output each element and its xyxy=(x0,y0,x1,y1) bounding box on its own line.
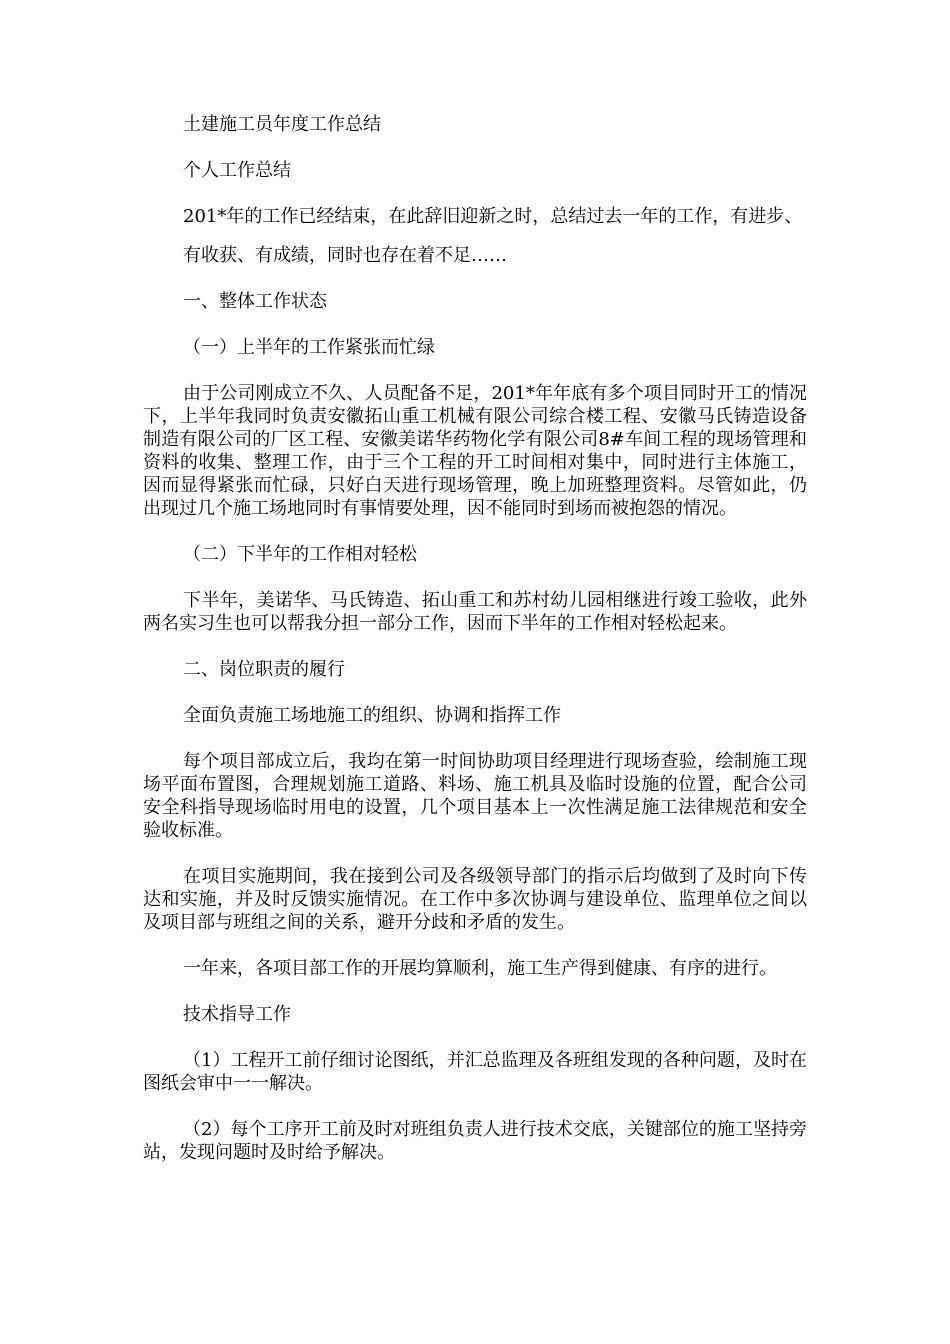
paragraph: （1）工程开工前仔细讨论图纸，并汇总监理及各班组发现的各种问题，及时在图纸会审中一一解决。 xyxy=(143,1050,807,1094)
paragraph: 由于公司刚成立不久、人员配备不足，201*年年底有多个项目同时开工的情况下，上半年我同时负责安徽拓山重工机械有限公司综合楼工程、安徽马氏铸造设备制造有限公司的厂区工程、安徽美诺华药物化学有限公司8#车间工程的现场管理和资料的收集、整理工作，由于三个工程的开工时间相对集中，同时进行主体施工，因而显得紧张而忙碌，只好白天进行现场管理，晚上加班整理资料。尽管如此，仍出现过几个施工场地同时有事情要处理，因不能同时到场而被抱怨的情况。 xyxy=(143,383,807,519)
section-heading: 一、整体工作状态 xyxy=(183,291,327,312)
subsection-heading: （二）下半年的工作相对轻松 xyxy=(183,544,417,565)
subsection-heading: 全面负责施工场地施工的组织、协调和指挥工作 xyxy=(183,705,561,726)
paragraph: 有收获、有成绩，同时也存在着不足…… xyxy=(183,245,507,266)
document-body xyxy=(143,113,807,1187)
paragraph: 201*年的工作已经结束，在此辞旧迎新之时，总结过去一年的工作，有进步、 xyxy=(183,206,803,227)
section-heading: 二、岗位职责的履行 xyxy=(183,659,345,680)
subsection-heading: 技术指导工作 xyxy=(183,1004,291,1025)
paragraph: 每个项目部成立后，我均在第一时间协助项目经理进行现场查验，绘制施工现场平面布置图，合理规划施工道路、料场、施工机具及临时设施的位置，配合公司安全科指导现场临时用电的设置，几个项目基本上一次性满足施工法律规范和安全验收标准。 xyxy=(143,751,807,841)
paragraph: 下半年，美诺华、马氏铸造、拓山重工和苏村幼儿园相继进行竣工验收，此外两名实习生也可以帮我分担一部分工作，因而下半年的工作相对轻松起来。 xyxy=(143,590,807,634)
document-title: 土建施工员年度工作总结 xyxy=(183,114,381,135)
paragraph: （2）每个工序开工前及时对班组负责人进行技术交底，关键部位的施工坚持旁站，发现问题时及时给予解决。 xyxy=(143,1119,807,1163)
subsection-heading: （一）上半年的工作紧张而忙绿 xyxy=(183,337,435,358)
paragraph: 在项目实施期间，我在接到公司及各级领导部门的指示后均做到了及时向下传达和实施，并及时反馈实施情况。在工作中多次协调与建设单位、监理单位之间以及项目部与班组之间的关系，避开分歧和矛盾的发生。 xyxy=(143,866,807,933)
document-subtitle: 个人工作总结 xyxy=(183,160,291,181)
paragraph: 一年来，各项目部工作的开展均算顺利，施工生产得到健康、有序的进行。 xyxy=(183,958,777,979)
